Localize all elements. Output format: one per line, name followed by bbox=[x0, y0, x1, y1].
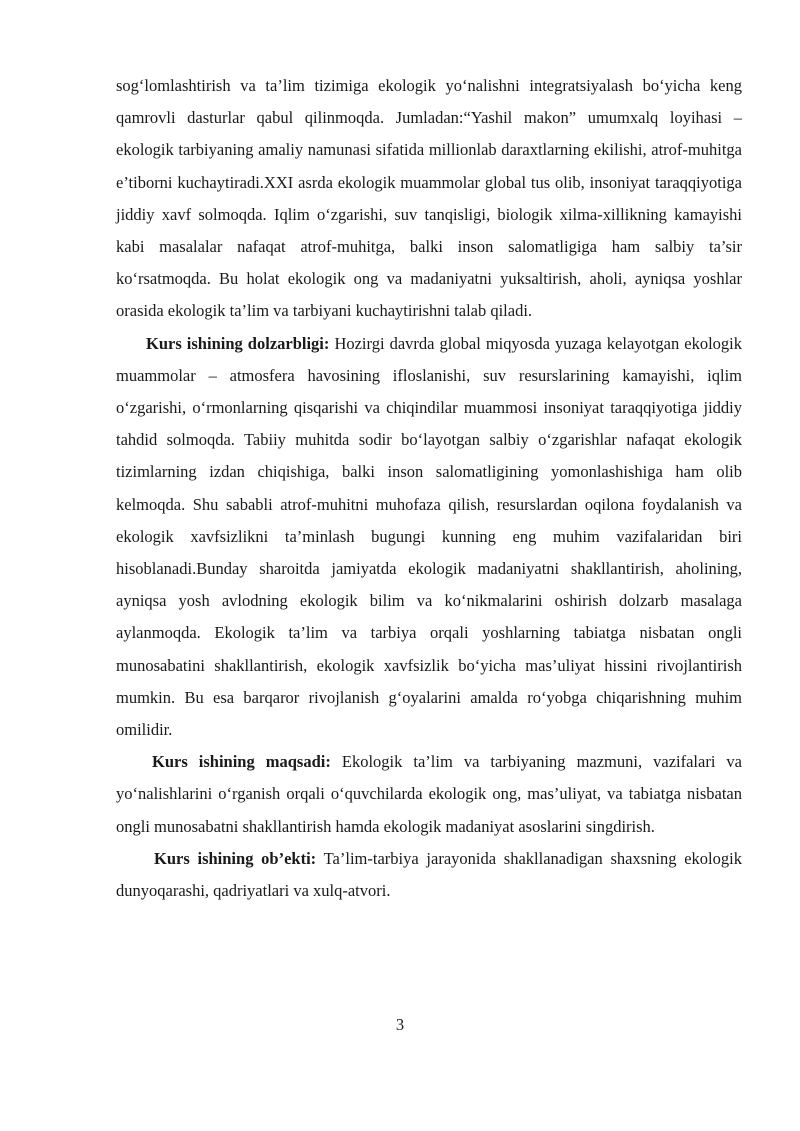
intro-paragraph: sog‘lomlashtirish va ta’lim tizimiga ekologik yo‘nalishni integratsiyalash bo‘yicha keng qamrovli dasturlar qabul qilinmoqda. Jumladan:“Yashil makon” umumxalq loyihasi – ekologik tarbiyaning amaliy namunasi sifatida millionlab daraxtlarning ekilishi, atrof-muhitga e’tiborni kuchaytiradi.XXI asrda ekologik muammolar global tus olib, insoniyat taraqqiyotiga jiddiy xavf solmoqda. Iqlim o‘zgarishi, suv tanqisligi, biologik xilma-xillikning kamayishi kabi masalalar nafaqat atrof-muhitga, balki inson salomatligiga ham salbiy ta’sir ko‘rsatmoqda. Bu holat ekologik ong va madaniyatni yuksaltirish, aholi, ayniqsa yoshlar orasida ekologik ta’lim va tarbiyani kuchaytirishni talab qiladi. bbox=[116, 76, 742, 321]
goal-paragraph bbox=[116, 746, 742, 843]
object-text: Ta’lim-tarbiya jarayonida shakllanadigan shaxsning ekologik dunyoqarashi, qadriyatlari va xulq-atvori. bbox=[116, 848, 742, 901]
goal-heading: Kurs ishining maqsadi: bbox=[152, 752, 331, 772]
object-paragraph bbox=[116, 843, 742, 907]
relevance-heading: Kurs ishining dolzarbligi: bbox=[146, 333, 330, 353]
relevance-text: Hozirgi davrda global miqyosda yuzaga kelayotgan ekologik muammolar – atmosfera havosining ifloslanishi, suv resurslarining kamayishi, iqlim o‘zgarishi, o‘rmonlarning qisqarishi va chiqindilar muammosi insoniyat taraqqiyotiga jiddiy tahdid solmoqda. Tabiiy muhitda sodir bo‘layotgan salbiy o‘zgarishlar nafaqat ekologik tizimlarning izdan chiqishiga, balki inson salomatligining yomonlashishiga ham olib kelmoqda. Shu sababli atrof-muhitni muhofaza qilish, resurslardan oqilona foydalanish va ekologik xavfsizlikni ta’minlash bugungi kunning eng muhim vazifalaridan biri hisoblanadi.Bunday sharoitda jamiyatda ekologik madaniyatni shakllantirish, aholining, ayniqsa yosh avlodning ekologik bilim va ko‘nikmalarini oshirish dolzarb masalaga aylanmoqda. Ekologik ta’lim va tarbiya orqali yoshlarning tabiatga nisbatan ongli munosabatini shakllantirish, ekologik xavfsizlik bo‘yicha mas’uliyat hissini rivojlantirish mumkin. Bu esa barqaror rivojlanish g‘oyalarini amalda ro‘yobga chiqarishning muhim omilidir. bbox=[116, 333, 742, 740]
object-heading: Kurs ishining ob’ekti: bbox=[154, 848, 317, 868]
relevance-paragraph bbox=[116, 328, 742, 747]
document-body bbox=[116, 70, 742, 907]
page-number: 3 bbox=[395, 1015, 405, 1034]
goal-text: Ekologik ta’lim va tarbiyaning mazmuni, vazifalari va yo‘nalishlarini o‘rganish orqali o‘quvchilarda ekologik ong, mas’uliyat, va tabiatga nisbatan ongli munosabatni shakllantirish hamda ekologik madaniyat asoslarini singdirish. bbox=[116, 752, 742, 836]
